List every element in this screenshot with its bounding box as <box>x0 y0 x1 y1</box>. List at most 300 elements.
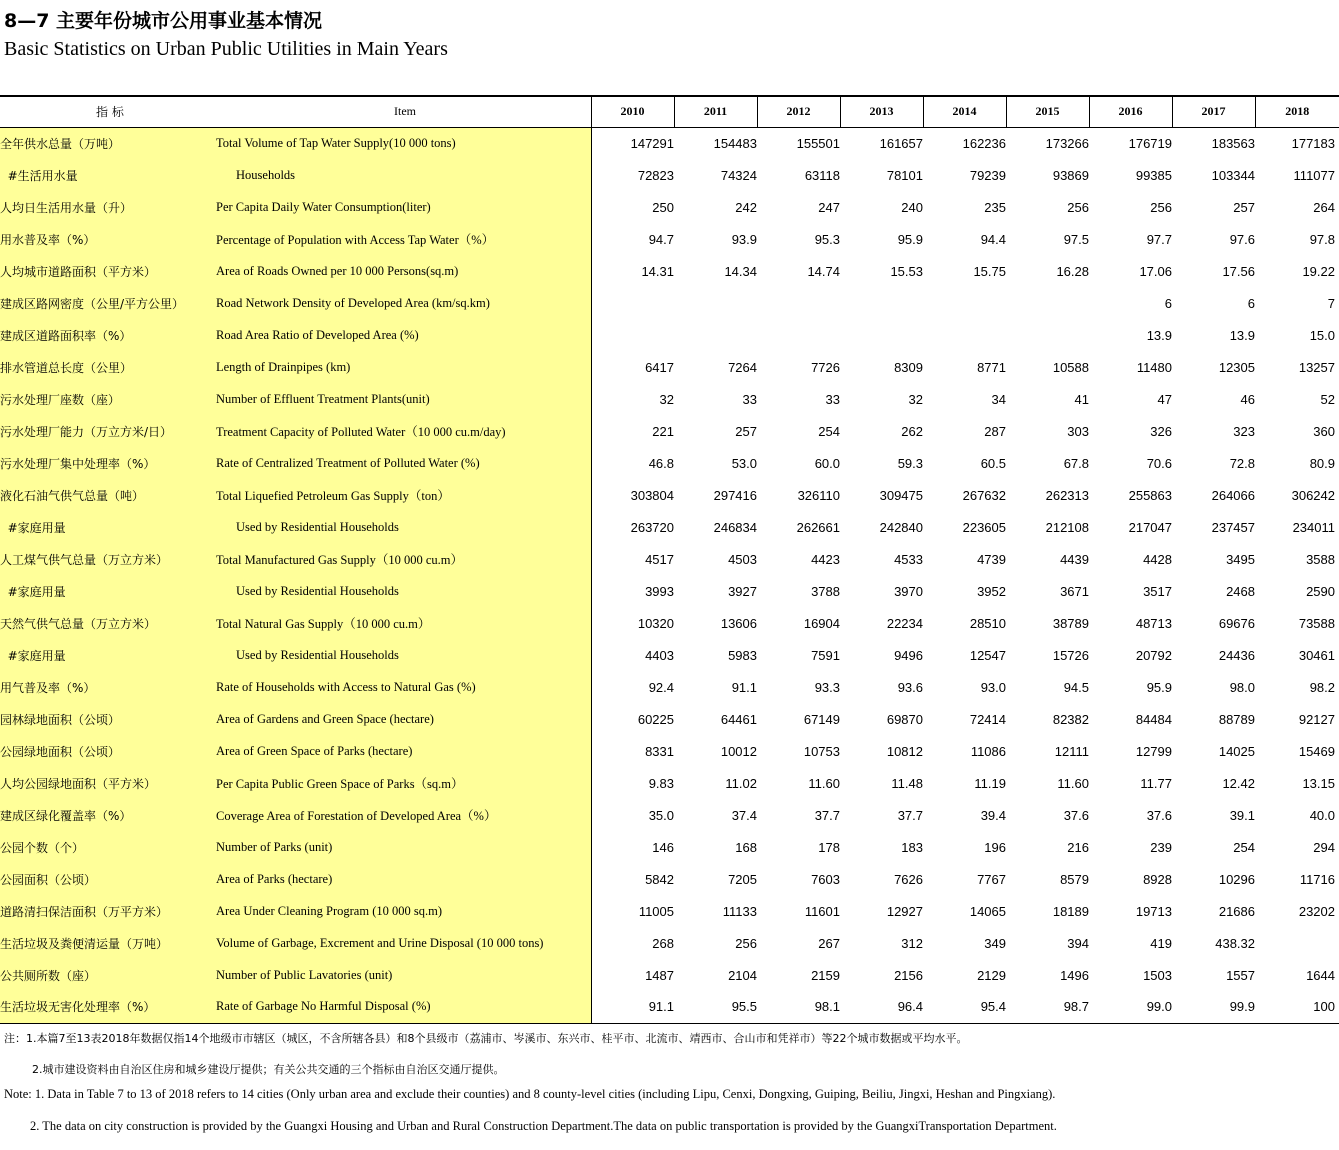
header-year: 2013 <box>840 96 923 127</box>
value-cell: 326 <box>1150 423 1172 439</box>
value-cell: 5842 <box>645 871 674 887</box>
value-cell: 4403 <box>645 647 674 663</box>
value-cell: 235 <box>984 199 1006 215</box>
value-cell: 183563 <box>1211 135 1255 151</box>
value-cell: 98.7 <box>1006 991 1089 1023</box>
value-cell: 41 <box>1074 391 1089 407</box>
value-cell: 11.02 <box>725 775 757 791</box>
row-label-chinese: #生活用水量 <box>0 159 216 191</box>
value-cell: 10320 <box>637 615 674 631</box>
value-cell: 12111 <box>1054 743 1089 759</box>
value-cell: 93.3 <box>814 679 840 695</box>
value-cell: 4533 <box>894 551 923 567</box>
row-label-english: Area Under Cleaning Program (10 000 sq.m) <box>216 895 591 927</box>
value-cell: 69870 <box>886 711 923 727</box>
value-cell: 8331 <box>645 743 674 759</box>
row-label-chinese: 用气普及率（%） <box>0 671 216 703</box>
value-cell: 2590 <box>1306 583 1335 599</box>
value-cell: 60.5 <box>980 455 1006 471</box>
row-label-chinese: 建成区道路面积率（%） <box>0 319 216 351</box>
value-cell: 264066 <box>1211 487 1255 503</box>
value-cell: 162236 <box>962 135 1006 151</box>
value-cell: 11480 <box>1136 359 1172 375</box>
value-cell: 7626 <box>894 871 923 887</box>
value-cell: 21686 <box>1218 903 1255 919</box>
value-cell: 74324 <box>720 167 757 183</box>
value-cell <box>840 319 923 351</box>
value-cell <box>591 287 674 319</box>
row-label-chinese: 人均日生活用水量（升） <box>0 191 216 223</box>
value-cell: 303 <box>1067 423 1089 439</box>
header-item-chinese: 指 标 <box>0 96 216 127</box>
value-cell: 92.4 <box>648 679 674 695</box>
row-label-english: Number of Parks (unit) <box>216 831 591 863</box>
value-cell: 48713 <box>1135 615 1172 631</box>
row-label-chinese: 园林绿地面积（公顷） <box>0 703 216 735</box>
value-cell: 11086 <box>970 743 1006 759</box>
value-cell <box>1255 927 1339 959</box>
statistics-table <box>0 95 1339 1024</box>
value-cell: 39.4 <box>980 807 1006 823</box>
value-cell: 223605 <box>962 519 1006 535</box>
value-cell: 287 <box>984 423 1006 439</box>
table-row <box>0 127 1339 159</box>
value-cell: 39.1 <box>1229 807 1255 823</box>
table-row <box>0 703 1339 735</box>
value-cell: 262313 <box>1045 487 1089 503</box>
value-cell: 97.7 <box>1146 231 1172 247</box>
value-cell: 95.9 <box>897 231 923 247</box>
value-cell <box>591 319 674 351</box>
header-year: 2018 <box>1255 96 1339 127</box>
value-cell: 326110 <box>797 487 840 503</box>
value-cell <box>923 319 1006 351</box>
value-cell: 46 <box>1240 391 1255 407</box>
value-cell: 79239 <box>969 167 1006 183</box>
value-cell: 3788 <box>811 583 840 599</box>
value-cell: 93.9 <box>731 231 757 247</box>
value-cell: 257 <box>1233 199 1255 215</box>
row-label-chinese: 污水处理厂集中处理率（%） <box>0 447 216 479</box>
row-label-english: Number of Effluent Treatment Plants(unit) <box>216 383 591 415</box>
value-cell: 11.77 <box>1140 775 1172 791</box>
value-cell: 72.8 <box>1229 455 1255 471</box>
row-label-english: Percentage of Population with Access Tap Water（%） <box>216 223 591 255</box>
value-cell <box>923 287 1006 319</box>
value-cell: 52 <box>1320 391 1335 407</box>
row-label-chinese: #家庭用量 <box>0 639 216 671</box>
value-cell: 97.6 <box>1229 231 1255 247</box>
value-cell: 72823 <box>637 167 674 183</box>
value-cell: 7264 <box>728 359 757 375</box>
row-label-english: Area of Roads Owned per 10 000 Persons(sq.m) <box>216 255 591 287</box>
table-row <box>0 447 1339 479</box>
value-cell: 7603 <box>811 871 840 887</box>
value-cell: 99.0 <box>1089 991 1172 1023</box>
value-cell: 11133 <box>722 903 757 919</box>
value-cell: 78101 <box>886 167 923 183</box>
value-cell: 24436 <box>1218 647 1255 663</box>
row-label-english: Per Capita Daily Water Consumption(liter) <box>216 191 591 223</box>
value-cell: 16904 <box>803 615 840 631</box>
value-cell: 7767 <box>977 871 1006 887</box>
value-cell: 93869 <box>1052 167 1089 183</box>
value-cell: 35.0 <box>648 807 674 823</box>
value-cell: 6417 <box>645 359 674 375</box>
value-cell: 10753 <box>803 743 840 759</box>
value-cell: 239 <box>1150 839 1172 855</box>
value-cell: 91.1 <box>731 679 757 695</box>
value-cell: 306242 <box>1291 487 1335 503</box>
value-cell: 294 <box>1313 839 1335 855</box>
value-cell: 94.7 <box>648 231 674 247</box>
value-cell: 22234 <box>886 615 923 631</box>
row-label-english: Length of Drainpipes (km) <box>216 351 591 383</box>
value-cell: 176719 <box>1128 135 1172 151</box>
row-label-chinese: 生活垃圾及粪便清运量（万吨） <box>0 927 216 959</box>
value-cell: 2156 <box>894 967 923 983</box>
row-label-chinese: #家庭用量 <box>0 511 216 543</box>
value-cell: 178 <box>818 839 840 855</box>
value-cell: 257 <box>735 423 757 439</box>
value-cell: 33 <box>825 391 840 407</box>
value-cell: 234011 <box>1292 519 1335 535</box>
value-cell: 15.53 <box>890 263 923 279</box>
value-cell: 3952 <box>977 583 1006 599</box>
value-cell: 97.5 <box>1063 231 1089 247</box>
row-label-chinese: 天然气供气总量（万立方米） <box>0 607 216 639</box>
value-cell: 9496 <box>894 647 923 663</box>
table-row <box>0 223 1339 255</box>
table-row <box>0 319 1339 351</box>
table-row <box>0 543 1339 575</box>
value-cell: 247 <box>818 199 840 215</box>
value-cell: 28510 <box>969 615 1006 631</box>
statistics-table-container <box>0 95 1339 1024</box>
value-cell: 82382 <box>1052 711 1089 727</box>
row-label-english: Total Liquefied Petroleum Gas Supply（ton） <box>216 479 591 511</box>
value-cell: 60225 <box>637 711 674 727</box>
value-cell: 394 <box>1067 935 1089 951</box>
value-cell: 3495 <box>1226 551 1255 567</box>
value-cell: 10812 <box>886 743 923 759</box>
table-row <box>0 895 1339 927</box>
value-cell: 7591 <box>811 647 840 663</box>
value-cell: 161657 <box>879 135 923 151</box>
row-label-chinese: 液化石油气供气总量（吨） <box>0 479 216 511</box>
value-cell: 8579 <box>1060 871 1089 887</box>
row-label-english: Rate of Households with Access to Natural Gas (%) <box>216 671 591 703</box>
value-cell: 4423 <box>811 551 840 567</box>
value-cell: 2159 <box>811 967 840 983</box>
value-cell: 63118 <box>804 167 840 183</box>
value-cell: 88789 <box>1218 711 1255 727</box>
value-cell: 4739 <box>977 551 1006 567</box>
header-year: 2016 <box>1089 96 1172 127</box>
value-cell: 147291 <box>630 135 674 151</box>
table-row <box>0 959 1339 991</box>
value-cell: 2468 <box>1226 583 1255 599</box>
value-cell: 1496 <box>1060 967 1089 983</box>
value-cell <box>1006 319 1089 351</box>
value-cell: 47 <box>1157 391 1172 407</box>
value-cell: 154483 <box>713 135 757 151</box>
value-cell: 23202 <box>1298 903 1335 919</box>
value-cell <box>757 287 840 319</box>
value-cell: 94.4 <box>980 231 1006 247</box>
value-cell: 216 <box>1067 839 1089 855</box>
value-cell: 1503 <box>1143 967 1172 983</box>
value-cell: 33 <box>742 391 757 407</box>
value-cell: 67149 <box>803 711 840 727</box>
row-label-chinese: 建成区路网密度（公里/平方公里） <box>0 287 216 319</box>
value-cell: 267 <box>818 935 840 951</box>
value-cell: 196 <box>984 839 1006 855</box>
value-cell: 12927 <box>886 903 923 919</box>
value-cell: 46.8 <box>648 455 674 471</box>
value-cell: 10296 <box>1218 871 1255 887</box>
row-label-english: Total Manufactured Gas Supply（10 000 cu.m） <box>216 543 591 575</box>
value-cell: 349 <box>984 935 1006 951</box>
table-row <box>0 159 1339 191</box>
table-row <box>0 639 1339 671</box>
value-cell: 262661 <box>796 519 840 535</box>
value-cell <box>674 287 757 319</box>
table-row <box>0 671 1339 703</box>
value-cell: 94.5 <box>1063 679 1089 695</box>
value-cell: 256 <box>1150 199 1172 215</box>
value-cell: 323 <box>1233 423 1255 439</box>
value-cell: 19.22 <box>1302 263 1335 279</box>
value-cell: 15469 <box>1298 743 1335 759</box>
value-cell: 99385 <box>1135 167 1172 183</box>
value-cell: 3588 <box>1306 551 1335 567</box>
value-cell: 312 <box>901 935 923 951</box>
row-label-chinese: 公共厕所数（座） <box>0 959 216 991</box>
value-cell: 155501 <box>796 135 840 151</box>
row-label-chinese: 人均城市道路面积（平方米） <box>0 255 216 287</box>
value-cell: 13257 <box>1298 359 1335 375</box>
row-label-english: Road Network Density of Developed Area (km/sq.km) <box>216 287 591 319</box>
row-label-english: Used by Residential Households <box>216 639 591 671</box>
row-label-chinese: 人均公园绿地面积（平方米） <box>0 767 216 799</box>
value-cell: 3927 <box>728 583 757 599</box>
value-cell: 37.4 <box>731 807 757 823</box>
value-cell: 309475 <box>879 487 923 503</box>
value-cell: 70.6 <box>1146 455 1172 471</box>
value-cell: 212108 <box>1045 519 1089 535</box>
value-cell: 1644 <box>1306 967 1335 983</box>
value-cell: 4439 <box>1060 551 1089 567</box>
value-cell: 40.0 <box>1309 807 1335 823</box>
value-cell: 12547 <box>969 647 1006 663</box>
value-cell: 73588 <box>1298 615 1335 631</box>
row-label-english: Used by Residential Households <box>216 575 591 607</box>
value-cell: 84484 <box>1135 711 1172 727</box>
value-cell: 7205 <box>728 871 757 887</box>
value-cell: 9.83 <box>648 775 674 791</box>
value-cell: 11.19 <box>974 775 1006 791</box>
table-row <box>0 255 1339 287</box>
value-cell: 1557 <box>1226 967 1255 983</box>
value-cell: 17.06 <box>1139 263 1172 279</box>
value-cell: 4503 <box>728 551 757 567</box>
value-cell: 12.42 <box>1222 775 1255 791</box>
value-cell: 37.7 <box>897 807 923 823</box>
row-label-chinese: #家庭用量 <box>0 575 216 607</box>
value-cell: 37.7 <box>814 807 840 823</box>
value-cell: 98.2 <box>1309 679 1335 695</box>
value-cell: 14.34 <box>724 263 757 279</box>
value-cell: 6 <box>1164 295 1172 311</box>
row-label-english: Treatment Capacity of Polluted Water（10 000 cu.m/day) <box>216 415 591 447</box>
value-cell: 237457 <box>1211 519 1255 535</box>
value-cell: 10012 <box>720 743 757 759</box>
value-cell: 268 <box>652 935 674 951</box>
value-cell: 32 <box>659 391 674 407</box>
value-cell: 93.6 <box>897 679 923 695</box>
table-row <box>0 767 1339 799</box>
header-item-english: Item <box>216 96 591 127</box>
value-cell: 32 <box>908 391 923 407</box>
value-cell: 111077 <box>1293 167 1335 183</box>
value-cell: 256 <box>735 935 757 951</box>
note-chinese-1: 注：1.本篇7至13表2018年数据仅指14个地级市市辖区（城区，不含所辖各县）和8个县级市（荔浦市、岑溪市、东兴市、桂平市、北流市、靖西市、合山市和凭祥市）等22个城市数据或平均水平。 <box>4 1032 968 1045</box>
value-cell: 11.48 <box>891 775 923 791</box>
value-cell: 13.15 <box>1302 775 1335 791</box>
value-cell: 168 <box>735 839 757 855</box>
table-row <box>0 831 1339 863</box>
row-label-english: Area of Gardens and Green Space (hectare) <box>216 703 591 735</box>
value-cell: 13.9 <box>1146 327 1172 343</box>
value-cell: 91.1 <box>591 991 674 1023</box>
table-row <box>0 607 1339 639</box>
row-label-chinese: 公园面积（公顷） <box>0 863 216 895</box>
value-cell: 1487 <box>645 967 674 983</box>
row-label-english: Coverage Area of Forestation of Developed Area（%） <box>216 799 591 831</box>
page-title-chinese: 8—7 主要年份城市公用事业基本情况 <box>4 10 323 32</box>
value-cell: 67.8 <box>1063 455 1089 471</box>
value-cell: 15.75 <box>973 263 1006 279</box>
value-cell: 16.28 <box>1056 263 1089 279</box>
row-label-chinese: 用水普及率（%） <box>0 223 216 255</box>
value-cell: 3517 <box>1143 583 1172 599</box>
value-cell: 53.0 <box>731 455 757 471</box>
row-label-english: Area of Parks (hectare) <box>216 863 591 895</box>
value-cell: 297416 <box>713 487 757 503</box>
value-cell <box>757 319 840 351</box>
value-cell: 4517 <box>645 551 674 567</box>
value-cell: 242840 <box>879 519 923 535</box>
value-cell: 96.4 <box>840 991 923 1023</box>
value-cell: 15726 <box>1052 647 1089 663</box>
table-row <box>0 479 1339 511</box>
value-cell: 95.5 <box>674 991 757 1023</box>
value-cell: 14.74 <box>807 263 840 279</box>
row-label-chinese: 人工煤气供气总量（万立方米） <box>0 543 216 575</box>
page-title-english: Basic Statistics on Urban Public Utilities in Main Years <box>4 38 448 60</box>
value-cell: 256 <box>1067 199 1089 215</box>
table-row <box>0 383 1339 415</box>
value-cell: 20792 <box>1135 647 1172 663</box>
value-cell: 221 <box>652 423 674 439</box>
row-label-english: Rate of Centralized Treatment of Polluted Water (%) <box>216 447 591 479</box>
value-cell: 38789 <box>1052 615 1089 631</box>
note-chinese-2: 2.城市建设资料由自治区住房和城乡建设厅提供；有关公共交通的三个指标由自治区交通厅提供。 <box>32 1063 505 1076</box>
row-label-english: Number of Public Lavatories (unit) <box>216 959 591 991</box>
value-cell: 13606 <box>720 615 757 631</box>
value-cell: 177183 <box>1291 135 1335 151</box>
header-year: 2012 <box>757 96 840 127</box>
value-cell: 69676 <box>1218 615 1255 631</box>
row-label-english: Volume of Garbage, Excrement and Urine Disposal (10 000 tons) <box>216 927 591 959</box>
note-english-1: Note: 1. Data in Table 7 to 13 of 2018 refers to 14 cities (Only urban area and exclude their counties) and 8 county-level cities (including Lipu, Cenxi, Dongxing, Guiping, Beiliu, Jingxi, Heshan and Pingxiang). <box>4 1087 1056 1101</box>
row-label-chinese: 排水管道总长度（公里） <box>0 351 216 383</box>
value-cell: 14065 <box>969 903 1006 919</box>
header-year: 2017 <box>1172 96 1255 127</box>
value-cell: 99.9 <box>1172 991 1255 1023</box>
value-cell: 8309 <box>894 359 923 375</box>
value-cell: 255863 <box>1128 487 1172 503</box>
row-label-chinese: 公园绿地面积（公顷） <box>0 735 216 767</box>
value-cell: 64461 <box>720 711 757 727</box>
row-label-english: Rate of Garbage No Harmful Disposal (%) <box>216 991 591 1023</box>
value-cell: 2104 <box>728 967 757 983</box>
value-cell: 19713 <box>1135 903 1172 919</box>
value-cell: 18189 <box>1052 903 1089 919</box>
table-row <box>0 511 1339 543</box>
value-cell: 14025 <box>1218 743 1255 759</box>
value-cell: 2129 <box>977 967 1006 983</box>
value-cell: 250 <box>652 199 674 215</box>
value-cell: 80.9 <box>1309 455 1335 471</box>
value-cell: 217047 <box>1128 519 1172 535</box>
value-cell: 11601 <box>804 903 840 919</box>
value-cell: 146 <box>652 839 674 855</box>
value-cell: 37.6 <box>1146 807 1172 823</box>
value-cell: 11716 <box>1299 871 1335 887</box>
value-cell: 95.4 <box>923 991 1006 1023</box>
row-label-english: Households <box>216 159 591 191</box>
row-label-english: Per Capita Public Green Space of Parks（sq.m） <box>216 767 591 799</box>
value-cell: 13.9 <box>1229 327 1255 343</box>
value-cell: 5983 <box>728 647 757 663</box>
value-cell: 98.1 <box>757 991 840 1023</box>
row-label-english: Used by Residential Households <box>216 511 591 543</box>
table-row <box>0 575 1339 607</box>
table-row <box>0 799 1339 831</box>
value-cell: 263720 <box>630 519 674 535</box>
header-year: 2015 <box>1006 96 1089 127</box>
value-cell: 360 <box>1313 423 1335 439</box>
value-cell: 438.32 <box>1215 935 1255 951</box>
value-cell: 254 <box>818 423 840 439</box>
header-year: 2014 <box>923 96 1006 127</box>
value-cell <box>840 287 923 319</box>
header-year: 2011 <box>674 96 757 127</box>
value-cell: 264 <box>1313 199 1335 215</box>
value-cell: 17.56 <box>1222 263 1255 279</box>
value-cell: 72414 <box>969 711 1006 727</box>
row-label-chinese: 全年供水总量（万吨） <box>0 127 216 159</box>
value-cell: 7726 <box>811 359 840 375</box>
row-label-chinese: 生活垃圾无害化处理率（%） <box>0 991 216 1023</box>
value-cell <box>674 319 757 351</box>
row-label-english: Total Volume of Tap Water Supply(10 000 tons) <box>216 127 591 159</box>
value-cell: 103344 <box>1211 167 1255 183</box>
value-cell: 3970 <box>894 583 923 599</box>
value-cell: 30461 <box>1298 647 1335 663</box>
